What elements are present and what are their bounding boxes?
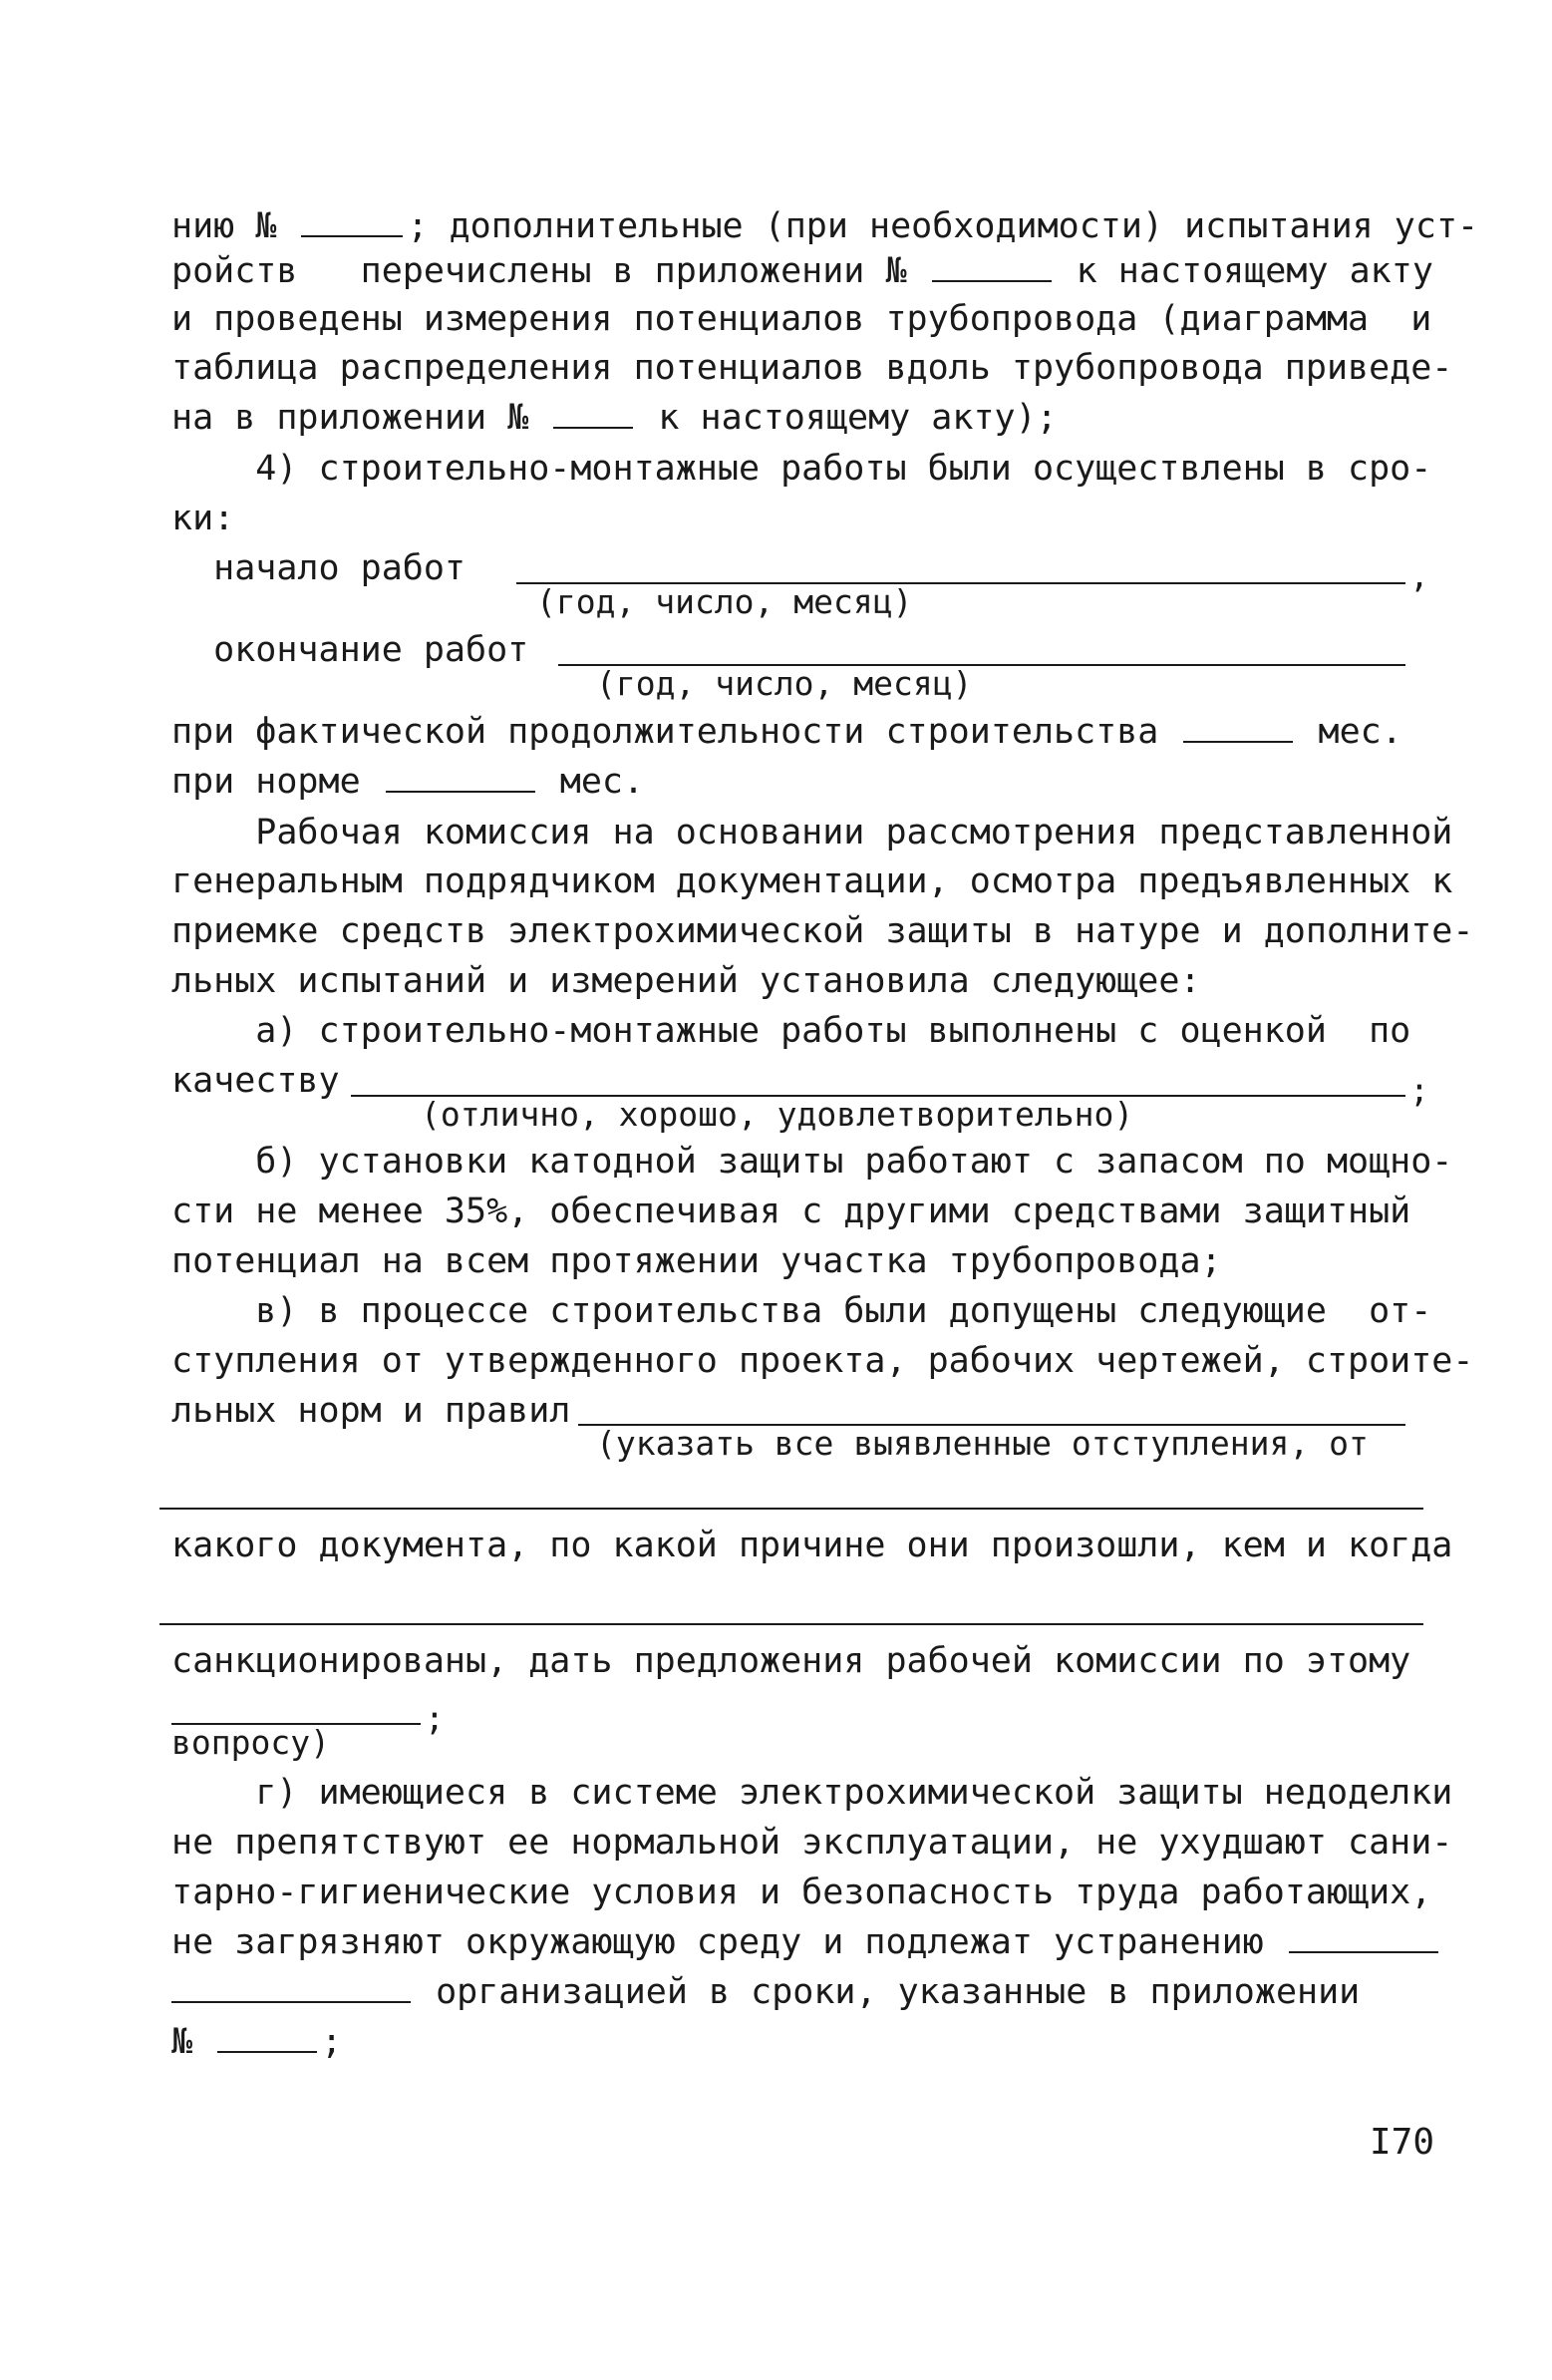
text-line: организацией в сроки, указанные в приложении — [171, 1970, 1360, 2014]
text-line: какого документа, по какой причине они произошли, кем и когда — [171, 1526, 1453, 1565]
blank-field[interactable] — [301, 207, 403, 237]
text-line: № ; — [171, 2022, 343, 2062]
text-line: таблица распределения потенциалов вдоль трубопровода приведе- — [171, 348, 1453, 388]
text-line: не загрязняют окружающую среду и подлежат устранению — [171, 1920, 1442, 1964]
text-line: не препятствуют ее нормальной эксплуатации, не ухудшают сани- — [171, 1823, 1453, 1863]
text-line: в) в процессе строительства были допущены следующие от- — [171, 1291, 1432, 1331]
text-line: потенциал на всем протяжении участка трубопровода; — [171, 1241, 1222, 1281]
text-line: приемке средств электрохимической защиты в натуре и дополните- — [171, 911, 1474, 951]
start-date-caption: (год, число, месяц) — [536, 582, 913, 621]
page-number: I70 — [1369, 2122, 1434, 2163]
text-line: льных испытаний и измерений установила следующее: — [171, 961, 1201, 1001]
quality-caption: (отлично, хорошо, удовлетворительно) — [421, 1095, 1134, 1134]
blank-field[interactable] — [1289, 1923, 1438, 1953]
blank-field[interactable] — [932, 252, 1052, 282]
deviations-label: льных норм и правил — [171, 1391, 592, 1431]
deviations-caption: (указать все выявленные отступления, от — [596, 1424, 1369, 1463]
blank-field[interactable] — [1183, 713, 1293, 743]
quality-label: качеству — [171, 1061, 361, 1101]
deviations-field-line-2[interactable] — [159, 1508, 1423, 1510]
start-date-label: начало работ — [171, 548, 487, 588]
text-line: тарно-гигиенические условия и безопасность труда работающих, — [171, 1872, 1432, 1912]
text-line: сти не менее 35%, обеспечивая с другими средствами защитный — [171, 1191, 1411, 1231]
comma: , — [1409, 556, 1429, 595]
text-line: 4) строительно-монтажные работы были осуществлены в сро- — [171, 449, 1432, 489]
end-date-label: окончание работ — [171, 630, 550, 670]
text-line: на в приложении № к настоящему акту); — [171, 398, 1058, 438]
question-caption: вопросу) — [171, 1723, 330, 1762]
text-line: б) установки катодной защиты работают с запасом по мощно- — [171, 1142, 1453, 1182]
text-line: ки: — [171, 499, 235, 538]
blank-field[interactable] — [171, 1973, 411, 2003]
blank-field[interactable] — [386, 763, 535, 793]
end-date-caption: (год, число, месяц) — [596, 664, 973, 703]
blank-field[interactable] — [217, 2023, 317, 2053]
text-line: ступления от утвержденного проекта, рабочих чертежей, строите- — [171, 1341, 1474, 1381]
blank-field[interactable] — [553, 399, 633, 429]
text-line: г) имеющиеся в системе электрохимической защиты недоделки — [171, 1773, 1453, 1813]
deviations-field-line-3[interactable] — [159, 1623, 1423, 1625]
text-line: при норме мес. — [171, 762, 645, 802]
semicolon: ; — [1409, 1071, 1429, 1110]
semicolon: ; — [425, 1699, 445, 1738]
text-line: генеральным подрядчиком документации, осмотра предъявленных к — [171, 861, 1453, 901]
text-line: а) строительно-монтажные работы выполнены с оценкой по — [171, 1011, 1411, 1051]
text-line: нию № ; дополнительные (при необходимости) испытания уст- — [171, 206, 1479, 246]
text-line: ройств перечислены в приложении № к настоящему акту — [171, 251, 1433, 291]
text-line: при фактической продолжительности строительства мес. — [171, 712, 1402, 752]
text-line: санкционированы, дать предложения рабочей комиссии по этому — [171, 1641, 1411, 1681]
text-line: Рабочая комиссия на основании рассмотрения представленной — [171, 813, 1453, 852]
text-line: и проведены измерения потенциалов трубопровода (диаграмма и — [171, 299, 1432, 339]
